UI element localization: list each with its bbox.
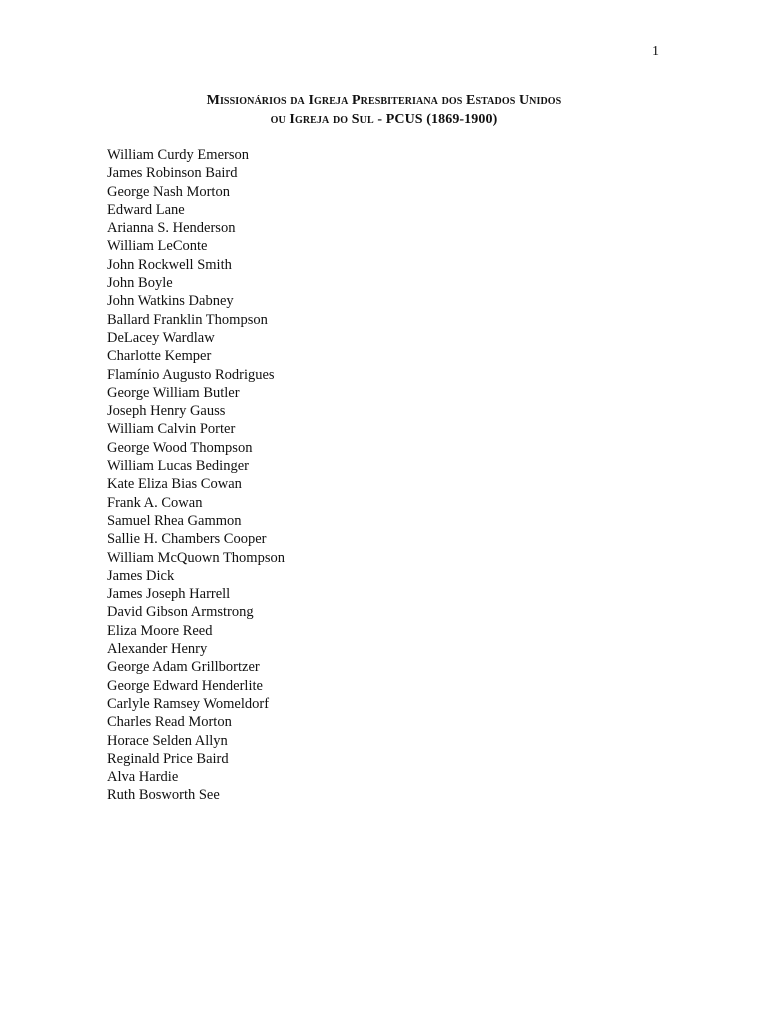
page-number: 1 (652, 44, 659, 59)
missionary-name: Edward Lane (107, 201, 185, 218)
missionary-name: Arianna S. Henderson (107, 220, 236, 237)
missionary-name: James Robinson Baird (107, 165, 238, 182)
missionary-name: William McQuown Thompson (107, 549, 285, 566)
missionary-name: William LeConte (107, 238, 208, 255)
missionary-name: John Boyle (107, 275, 173, 292)
missionary-name: Alva Hardie (107, 769, 179, 786)
missionary-name: George William Butler (107, 384, 240, 401)
missionary-name: Frank A. Cowan (107, 494, 203, 511)
missionary-name: David Gibson Armstrong (107, 604, 254, 621)
missionary-name: Samuel Rhea Gammon (107, 512, 242, 529)
missionary-name: Charles Read Morton (107, 714, 232, 731)
missionary-name: John Rockwell Smith (107, 256, 232, 273)
missionary-name: Carlyle Ramsey Womeldorf (107, 695, 270, 712)
title-line-2: ou Igreja do Sul - PCUS (1869-1900) (270, 112, 498, 127)
document-title (0, 91, 768, 129)
missionary-name: DeLacey Wardlaw (107, 329, 215, 346)
missionary-name: Joseph Henry Gauss (107, 403, 226, 420)
missionary-name: William Calvin Porter (107, 421, 236, 438)
missionary-name: James Dick (107, 567, 175, 584)
missionary-name: George Edward Henderlite (107, 677, 263, 694)
missionary-list (107, 146, 285, 805)
missionary-name: Ballard Franklin Thompson (107, 311, 268, 328)
missionary-name: James Joseph Harrell (107, 586, 231, 603)
missionary-name: Kate Eliza Bias Cowan (107, 476, 242, 493)
missionary-name: William Curdy Emerson (107, 147, 249, 163)
missionary-name: Horace Selden Allyn (107, 732, 228, 749)
missionary-name: Sallie H. Chambers Cooper (107, 531, 267, 548)
missionary-name: Reginald Price Baird (107, 750, 229, 767)
missionary-name: George Adam Grillbortzer (107, 659, 260, 676)
missionary-name: William Lucas Bedinger (107, 458, 249, 475)
missionary-name: John Watkins Dabney (107, 293, 234, 310)
missionary-name: Flamínio Augusto Rodrigues (107, 366, 275, 383)
missionary-name: Alexander Henry (107, 641, 208, 658)
missionary-name: George Nash Morton (107, 183, 230, 200)
missionary-name: George Wood Thompson (107, 439, 253, 456)
missionary-name: Ruth Bosworth See (107, 787, 220, 804)
missionary-name: Charlotte Kemper (107, 348, 212, 365)
title-line-1: Missionários da Igreja Presbiteriana dos Estados Unidos (206, 93, 562, 108)
missionary-name: Eliza Moore Reed (107, 622, 213, 639)
